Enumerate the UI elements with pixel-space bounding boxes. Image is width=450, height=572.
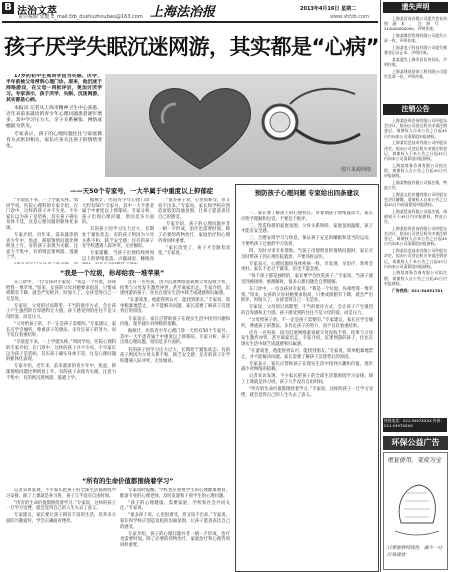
paragraph: 专家同时提醒，学校也应重视学生的心理健康教育，配备专业的心理老师，及时发现和干预学生的心理问题。: [120, 488, 230, 499]
paragraph: 专家介绍，孩子的心理问题并非一朝一夕形成，治疗也需要时间。除了必要的药物治疗，家庭治疗和心理咨询同样重要。: [158, 221, 230, 244]
article-column-4: [6, 280, 116, 470]
paragraph: 据统计，医院青少年心理门诊一天约有50个专家号，其中一大半患者属于中重度以上抑郁症。专家分析，孩子出现心理问题，原因是多方面的。: [120, 329, 230, 346]
photo-credit: 图片来源网络: [340, 167, 371, 173]
paragraph: 专家说，父母的过高期望、不当的批评方式，会让孩子产生强烈的自卑感和无力感。孩子感受到的往往不是父母的爱，而是压力。: [241, 305, 373, 316]
paragraph: 专家介绍，近年来，前来就诊的青少年中，焦虑、抑郁情绪问题比例明显上升。有的孩子表现为失眠、注意力不集中，有的则沉迷网游、逃避上学。: [6, 364, 116, 381]
advice-box-text: [241, 211, 373, 567]
paragraph: “在游戏里，他能得到认可，能找到朋友。”专家说，简单粗暴地禁止，并不能解决问题，家长需要了解孩子沉迷背后的原因。: [120, 298, 230, 315]
paragraph: “父母给孩子的，不一定是孩子需要的。”专家建议，家长应学会倾听，尊重孩子的想法，多肯定孩子的努力，而不仅仅看重结果。: [6, 322, 116, 339]
paragraph: 专家提醒，当孩子出现持续两周以上的情绪低落、兴趣减退、睡眠改: [82, 251, 154, 262]
recycle-sketch-icon: [385, 473, 448, 543]
dissolution-notice-text: [384, 118, 447, 414]
paragraph: “家长改变了，孩子才会跟着改变。”专家说。: [158, 245, 230, 257]
notice-item: 上海某电子科技有限公司遗失税务登记证正本，声明作废。: [384, 45, 447, 56]
notice-item: 上海某餐饮管理有限公司遗失公章一枚，声明作废。: [384, 33, 447, 44]
paragraph: 专家说，父母的过高期望、不当的批评方式，会让孩子产生强烈的自卑感和无力感。孩子感受到的往往不是父母的爱，而是压力。: [6, 303, 116, 321]
advice-item: 专家表示，心理问题同身体疾病一样，早发现、早治疗，效果会更好。家长不必过于紧张，但也不能忽视。: [241, 261, 373, 273]
subhead-garbage-apples: “我是一个垃圾，你却给我一堆苹果”: [60, 269, 165, 277]
paragraph: 专家表示，家长应帮助孩子在现实生活中找到兴趣和价值，逐步减少对网络的依赖。: [241, 361, 373, 373]
header-rule: [2, 21, 378, 23]
page-number: B: [4, 2, 12, 13]
public-ad-title: 环保公益广告: [383, 436, 448, 450]
advice-item: 三、合理安排学习与休息。保证孩子充足的睡眠和适当的运动，不要给孩子过重的学习负担。: [241, 236, 373, 247]
notice-item: 上海某建筑装饰工程有限公司遗失发票一份，声明作废。: [384, 68, 447, 80]
paragraph: 还有一名男孩，因为沉迷网络游戏被父母没收手机，结果与父母发生激烈冲突，甚至离家出走。专家介绍，沉迷网游的孩子，往往在现实生活中缺乏成就感和归属感。: [241, 330, 373, 347]
advice-item: 二、营造和谐的家庭氛围。父母关系和睦，家庭氛围温暖，孩子才能有安全感。: [241, 223, 373, 235]
lead-paragraphs: [6, 74, 102, 174]
ad-contact-box: [383, 418, 447, 432]
lost-notice-title: 遗失声明: [383, 2, 448, 13]
date-line: 2013年4月16日 星期二: [300, 6, 357, 12]
notice-item: 上海某贸易有限公司遗失营业执照副本，注册号：310000000000，声明作废。: [384, 16, 447, 32]
notice-item: 上海某投资咨询有限公司经股东会决议，拟向公司登记机关申请注销登记，请债权人自本公告之日起45日内向本公司清算组申报债权。: [384, 225, 447, 247]
advice-box: [235, 184, 379, 572]
notice-item: 上海某商务咨询有限公司拟注销，请债权人自公告之日起45日内申报债权。: [384, 270, 447, 286]
notice-item: 上海某文化传播有限公司经股东会决议解散，请债权人自本公告之日起45日内向清算组申报债权。: [384, 191, 447, 208]
paragraph: 记者采访发现，不少家长把孩子的全部生活都围绕学习安排，除了上课就是补习班，孩子几乎没有自由时间。: [6, 488, 116, 499]
article-column-7: [120, 488, 230, 570]
notice-item: 上海某投资咨询有限公司经股东会决议，拟向公司登记机关申请注销登记，请债权人自本公告之日起45日内向本公司清算组申报债权。: [384, 118, 447, 139]
lead-paragraph: 17岁的初中生周同学因为失眠、厌学，半年前被父母带到心理门诊。原来，他沉迷于网络游戏，在父母一再批评后，更加讨厌学习。专家表示，孩子厌学、失眠、沉迷网游，其实都是心病。: [6, 74, 102, 104]
paragraph: 据统计，医院青少年心理门诊一天约有50个专家号，其中一大半患者属于中重度以上抑郁症。专家分析，孩子出现心理问题，原因是多方面的。: [82, 198, 154, 226]
paragraph: 有的孩子因学习压力过大，长期处于紧张状态；有的孩子则因为父母关系不和，缺乏安全感；还有的孩子在学校遭遇人际冲突，无处倾诉。: [82, 227, 154, 250]
notice-item: 上海某信息技术有限公司经股东决定，拟向公司登记机关申请注销登记，请债权人于本公告之日起45日内向本公司清算组申报债权。: [384, 248, 447, 269]
public-ad-footer: 只要能够持续性，减少一分污染排放: [387, 546, 443, 558]
paragraph: 有的孩子因学习压力过大，长期处于紧张状态；有的孩子则因为父母关系不和，缺乏安全感；还有的孩子在学校遭遇人际冲突，无处倾诉。: [120, 347, 230, 364]
article-column-5: [120, 280, 230, 470]
paragraph: 在门诊中，一位女孩对专家说：“我是一个垃圾，你却给我一堆苹果。”原来，女孩的父母对她要求很高，只要成绩稍有下降，就会严厉批评。时间久了，女孩觉得自己一无是处。: [241, 287, 373, 304]
section-title: 法治文萃: [17, 6, 57, 17]
subhead-life-value: “所有的生命价值都围绕着学习”: [82, 477, 174, 485]
main-headline: 孩子厌学失眠沉迷网游，其实都是“心病”: [4, 35, 380, 59]
heart-stethoscope-photo: [105, 74, 377, 177]
advice-item: 一、家长要了解孩子的心理特点。青春期孩子情绪波动大，家长应给予理解和包容，不要急于批评。: [241, 211, 373, 222]
editor-line: 责任编辑 张健 E_mail:fzb_dushuzhoubao@163.com: [18, 14, 143, 20]
paragraph: “在游戏里，他能得到认可，能找到朋友。”专家说，简单粗暴地禁止，并不能解决问题，家长需要了解孩子沉迷背后的原因。: [241, 349, 373, 360]
notice-item: 上海某信息技术有限公司经股东决定，拟向公司登记机关申请注销登记，请债权人于本公告之日起45日内向本公司清算组申报债权。: [384, 140, 447, 161]
notice-item: 上海某商务咨询有限公司拟注销，请债权人自公告之日起45日内申报债权。: [384, 162, 447, 179]
notice-item: 某某遗失上海市居民身份证，声明作废。: [384, 56, 447, 68]
paragraph: “所有的生命价值都围绕着学习。”专家说，这样的孩子一旦学习受挫，就会觉得自己的人生失去了意义。: [6, 500, 116, 512]
article-column-2: [82, 198, 154, 264]
notice-item: 上海某物流有限公司拟注销，特此公告。: [384, 179, 447, 190]
paragraph: “父母给孩子的，不一定是孩子需要的。”专家建议，家长应学会倾听，尊重孩子的想法，多肯定孩子的努力，而不仅仅看重结果。: [241, 318, 373, 329]
paragraph: “很多孩子说，心里很难受，但又说不出来。”专家说，家长和学校应创造宽松的沟通氛围，让孩子愿意表达自己的感受。: [120, 513, 230, 530]
web-line: www.shfzb.com: [330, 14, 369, 20]
subhead-experts: ——天50个专家号，一大半属于中重度以上抑郁症: [70, 187, 214, 195]
paragraph: “所有的生命价值都围绕着学习。”专家说，这样的孩子一旦学习受挫，就会觉得自己的人生失去了意义。: [241, 387, 373, 398]
dissolution-notice-title: 注销公告: [383, 104, 448, 115]
public-ad-slogan: 重复使用，变废为宝: [387, 457, 442, 464]
public-ad-panel: [383, 452, 448, 570]
paragraph: 专家表示，家长应帮助孩子在现实生活中找到兴趣和价值，逐步减少对网络的依赖。: [120, 316, 230, 328]
paragraph: 专家介绍，近年来，前来就诊的青少年中，焦虑、抑郁情绪问题比例明显上升。有的孩子表现为失眠、注意力不集中，有的则沉迷网游、逃避上学。: [6, 233, 78, 261]
sidebar-divider: [380, 0, 381, 572]
advice-box-title: 预防孩子心理问题 专家给出四条建议: [254, 189, 360, 197]
paragraph: “孩子的心理健康，需要家庭、学校和社会共同关注。”专家说。: [120, 500, 230, 512]
lead-paragraph: 专家表示，孩子的心理问题往往与家庭教育方式密切相关，家长应多关注孩子的情绪变化。: [6, 131, 102, 150]
article-column-3: [158, 198, 230, 264]
lead-paragraph: 本报讯 记者从上海市精神卫生中心获悉，近年来前来就诊的青少年心理问题患者逐年增多，其中学习压力大、亲子关系紧张、网络成瘾最为常见。: [6, 105, 102, 130]
paragraph: 记者采访发现，不少家长把孩子的全部生活都围绕学习安排，除了上课就是补习班，孩子几乎没有自由时间。: [241, 374, 373, 386]
paragraph: 专家建议，家长要让孩子拥有丰富的生活，培养多方面的兴趣爱好，学会正确面对挫折。: [6, 513, 116, 524]
article-column-6: [6, 488, 116, 570]
paragraph: “早晨起不来，一上学就头疼。”周同学说。医院心理科的专家介绍，在门诊中，这样的孩子并不少见。不少家长以为孩子是装病，其实孩子确实身体不适，这是心理问题的躯体化表现。: [6, 340, 116, 363]
article-column-1: [6, 198, 78, 264]
paragraph: “很多孩子说，心里很难受，但又说不出来。”专家说，家长和学校应创造宽松的沟通氛围，让孩子愿意表达自己的感受。: [158, 198, 230, 220]
heart-illustration: [105, 74, 377, 177]
newspaper-name: 上海法治报: [150, 5, 216, 20]
paragraph: [6, 263, 78, 264]
ad-phone: 热线电话：021-5497XXXX 传真：021-5497XXXX: [384, 418, 445, 428]
page-number-badge: [2, 2, 14, 14]
paragraph: 还有一名男孩，因为沉迷网络游戏被父母没收手机，结果与父母发生激烈冲突，甚至离家出走。专家介绍，沉迷网游的孩子，往往在现实生活中缺乏成就感和归属感。: [120, 280, 230, 297]
paragraph: 专家介绍，孩子的心理问题并非一朝一夕形成，治疗也需要时间。除了必要的药物治疗，家庭治疗和心理咨询同样重要。: [120, 531, 230, 548]
lost-notice-text: [384, 16, 447, 98]
paragraph: 在门诊中，一位女孩对专家说：“我是一个垃圾，你却给我一堆苹果。”原来，女孩的父母对她要求很高，只要成绩稍有下降，就会严厉批评。时间久了，女孩觉得自己一无是处。: [6, 280, 116, 302]
notice-item: 上海某贸易有限公司拟注销，请债权人于45日内申报债权，特此公告。: [384, 208, 447, 225]
paragraph: “早晨起不来，一上学就头疼。”周同学说。医院心理科的专家介绍，在门诊中，这样的孩子并不少见。不少家长以为孩子是装病，其实孩子确实身体不适，这是心理问题的躯体化表现。: [6, 198, 78, 231]
ad-hotline: 广告热线：021-54951781: [392, 287, 443, 293]
advice-item: 四、及时寻求专业帮助。当孩子出现明显的情绪问题时，家长应及时带孩子到正规医院就诊，不要讳疾忌医。: [241, 249, 373, 260]
advice-item: “每个孩子都是独特的，家长要学会欣赏孩子。”专家说，当孩子感受到被接纳、被理解时，很多心理问题会自然缓解。: [241, 274, 373, 286]
